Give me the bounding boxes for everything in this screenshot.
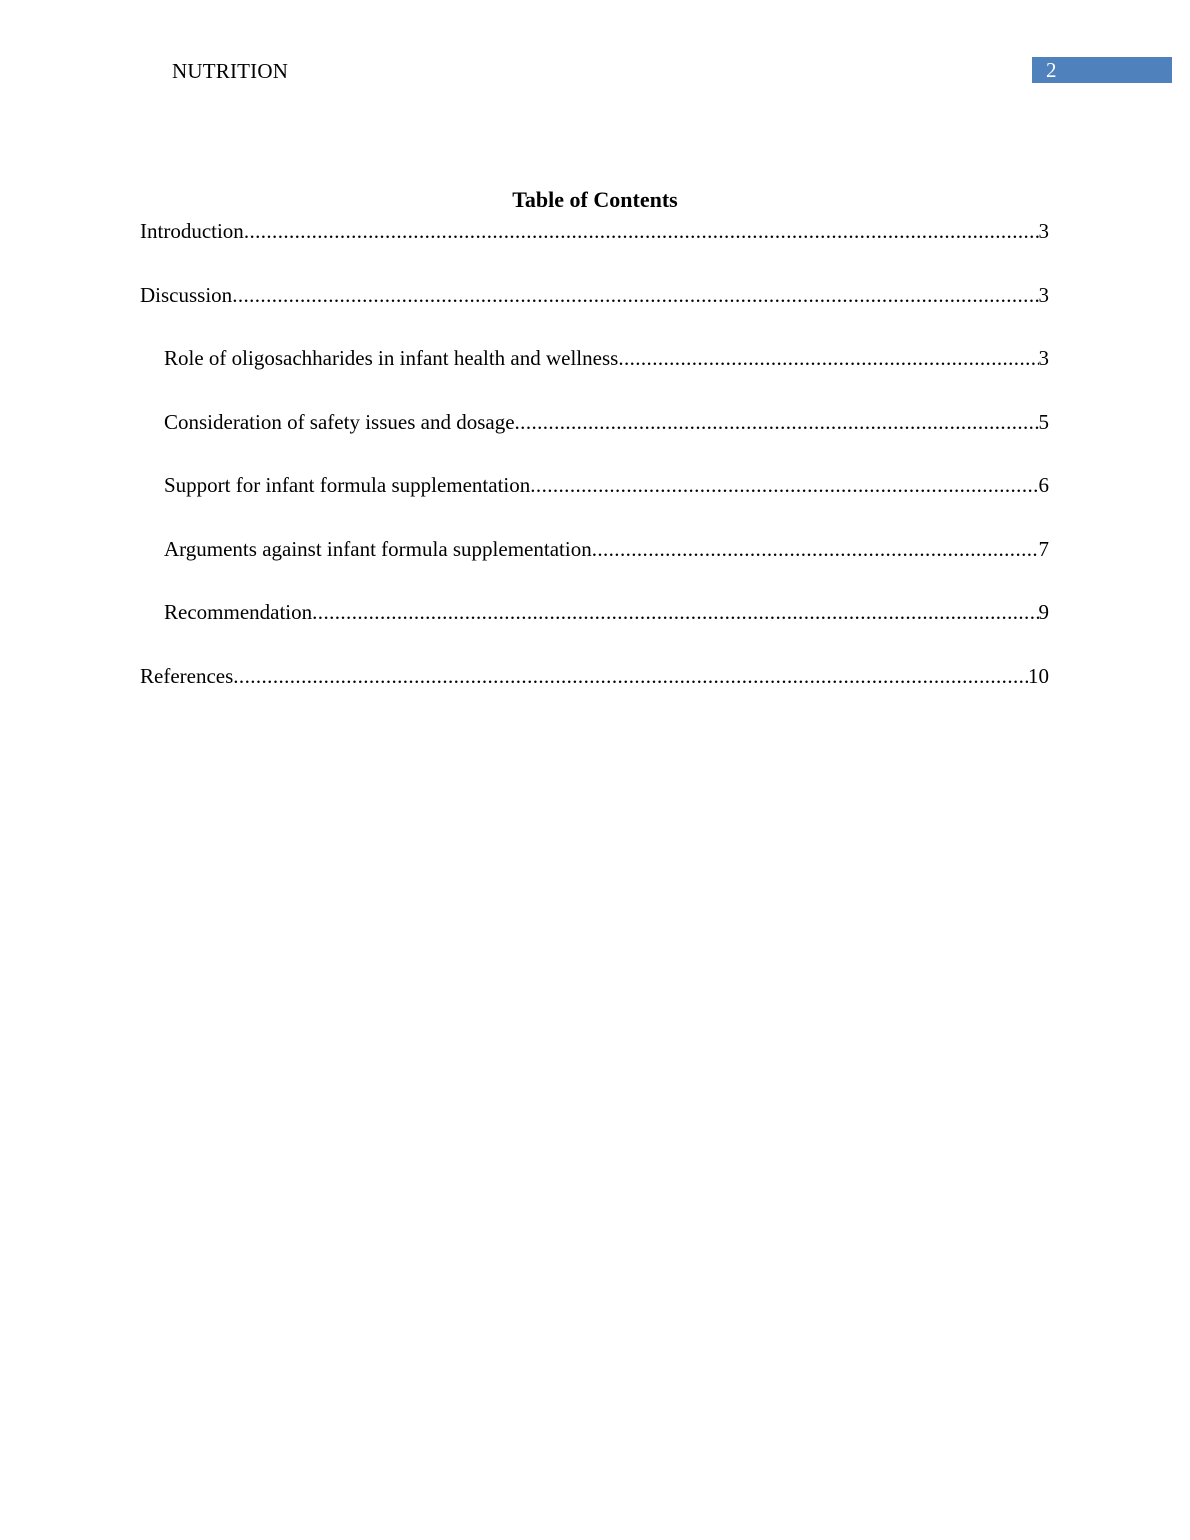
toc-dot-leader [312,598,1038,626]
toc-dot-leader [592,535,1039,563]
toc-dot-leader [232,281,1038,309]
toc-entry-recommendation[interactable] [140,598,1049,662]
toc-entry-page: 5 [1038,409,1049,434]
toc-entry-page: 3 [1038,282,1049,307]
toc-entry-page: 3 [1038,346,1049,370]
toc-entry-support-for-supplementation[interactable] [140,471,1049,535]
toc-entry-safety-and-dosage[interactable] [140,408,1049,472]
toc-dot-leader [233,662,1028,690]
toc-dot-leader [515,408,1039,436]
toc-entry-label: Discussion [140,282,233,307]
toc-entry-page: 9 [1038,600,1049,624]
toc-entry-label: Recommendation [164,600,313,624]
toc-entry-page: 10 [1028,663,1049,688]
toc-entry-introduction[interactable] [140,217,1049,281]
toc-entry-references[interactable] [140,662,1049,726]
page-number: 2 [1046,58,1057,82]
toc-entry-label: References [140,663,234,688]
toc-title: Table of Contents [512,187,678,212]
toc-entry-label: Support for infant formula supplementation [164,473,531,497]
page-number-badge [1032,57,1172,83]
toc-dot-leader [530,471,1038,499]
toc-dot-leader [244,217,1039,245]
toc-entry-label: Arguments against infant formula supplementation [164,536,592,561]
toc-entry-label: Introduction [140,219,244,243]
toc-dot-leader [618,344,1038,372]
toc-entry-label: Role of oligosachharides in infant health and wellness [164,346,619,370]
toc-entry-page: 6 [1038,473,1049,497]
table-of-contents [140,217,1049,725]
toc-entry-page: 7 [1038,536,1049,561]
toc-entry-role-of-oligosachharides[interactable] [140,344,1049,408]
toc-entry-page: 3 [1038,219,1049,243]
running-head: NUTRITION [172,59,289,83]
toc-entry-arguments-against-supplementation[interactable] [140,535,1049,599]
toc-entry-label: Consideration of safety issues and dosage [164,409,515,434]
toc-entry-discussion[interactable] [140,281,1049,345]
